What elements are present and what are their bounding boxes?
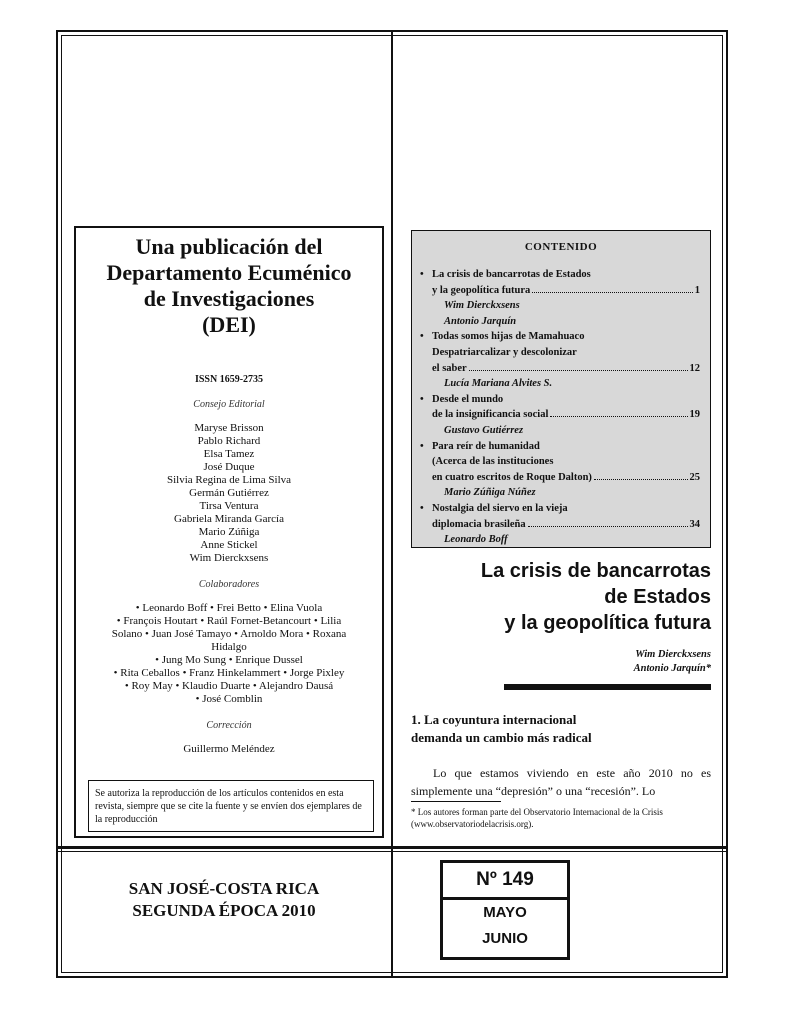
consejo-member: Wim Dierckxsens — [189, 552, 269, 564]
issue-box — [440, 860, 570, 960]
issue-month: JUNIO — [482, 930, 528, 947]
page-number: 12 — [689, 362, 700, 374]
consejo-member: Mario Zúñiga — [198, 526, 260, 538]
consejo-member: Anne Stickel — [200, 539, 258, 551]
issue-month: MAYO — [483, 904, 527, 921]
issue-number: Nº 149 — [443, 863, 567, 900]
page-number: 1 — [694, 284, 700, 296]
consejo-list — [76, 422, 382, 565]
consejo-member: Maryse Brisson — [194, 422, 264, 434]
contents-heading: CONTENIDO — [524, 241, 598, 253]
correccion-heading: Corrección — [206, 720, 252, 731]
toc-entry[interactable]: • Para reír de humanidad (Acerca de las instituciones en cuatro escritos de Roque Dalton) 25 Mario Zúñiga Núñez — [420, 440, 700, 499]
article-rule — [504, 684, 711, 690]
article-body: Lo que estamos viviendo en este año 2010 no es simplemente una “depresión” o una “recesión”. Lo — [411, 766, 711, 798]
toc-entry[interactable]: • Nostalgia del siervo en la vieja diplomacia brasileña 34 Leonardo Boff — [420, 502, 700, 546]
toc-entry[interactable]: • Desde el mundo de la insignificancia social 19 Gustavo Gutiérrez — [420, 393, 700, 436]
consejo-member: José Duque — [203, 461, 255, 473]
band-rule-thin — [56, 851, 728, 852]
editorial-box — [74, 226, 384, 838]
consejo-member: Silvia Regina de Lima Silva — [166, 474, 292, 486]
consejo-member: Germán Gutiérrez — [189, 487, 269, 499]
correccion-name: Guillermo Meléndez — [183, 743, 275, 755]
section-title: 1. La coyuntura internacional demanda un cambio más radical — [411, 712, 592, 745]
footnote: * Los autores forman parte del Observatorio Internacional de la Crisis (www.observatoriodelacrisis.org). — [411, 807, 663, 829]
issn: ISSN 1659-2735 — [194, 374, 264, 385]
toc-list — [412, 267, 710, 548]
reproduction-note: Se autoriza la reproducción de los artículos contenidos en esta revista, siempre que se cite la fuente y se envíen dos ejemplares de la reproducción — [88, 780, 374, 832]
consejo-member: Tirsa Ventura — [199, 500, 259, 512]
consejo-member: Pablo Richard — [197, 435, 261, 447]
consejo-member: Elsa Tamez — [203, 448, 255, 460]
footnote-rule — [411, 801, 501, 802]
contents-box — [411, 230, 711, 548]
toc-entry[interactable]: • Todas somos hijas de Mamahuaco Despatriarcalizar y descolonizar el saber 12 Lucía Mariana Alvites S. — [420, 331, 700, 390]
city-edition: SAN JOSÉ-COSTA RICA SEGUNDA ÉPOCA 2010 — [128, 879, 320, 920]
toc-entry[interactable]: • La crisis de bancarrotas de Estados y la geopolítica futura 1 Wim Dierckxsens Antonio Jarquín — [420, 269, 700, 327]
publication-title: Una publicación del Departamento Ecuménico de Investigaciones (DEI) — [106, 234, 352, 337]
page-number: 34 — [689, 518, 700, 530]
consejo-member: Gabriela Miranda García — [174, 513, 284, 525]
article-title: La crisis de bancarrotas de Estados y la geopolítica futura — [480, 560, 711, 634]
band-rule — [56, 846, 728, 849]
colaboradores-list: • Leonardo Boff • Frei Betto • Elina Vuola • François Houtart • Raúl Fornet-Betancourt • Lilia Solano • Juan José Tamayo • Arnoldo Mora • Roxana Hidalgo • Jung Mo Sung • Enrique Dussel • Rita Ceballos • Franz Hinkelammert • Jorge Pixley • Roy May • Klaudio Duarte • Alejandro Dausá • José Comblin — [111, 602, 347, 705]
page-number: 25 — [689, 471, 700, 483]
article-authors: Wim Dierckxsens Antonio Jarquín* — [633, 649, 711, 674]
colaboradores-heading: Colaboradores — [198, 579, 260, 590]
column-divider — [391, 30, 393, 978]
consejo-heading: Consejo Editorial — [193, 399, 265, 410]
page-number: 19 — [689, 409, 700, 421]
